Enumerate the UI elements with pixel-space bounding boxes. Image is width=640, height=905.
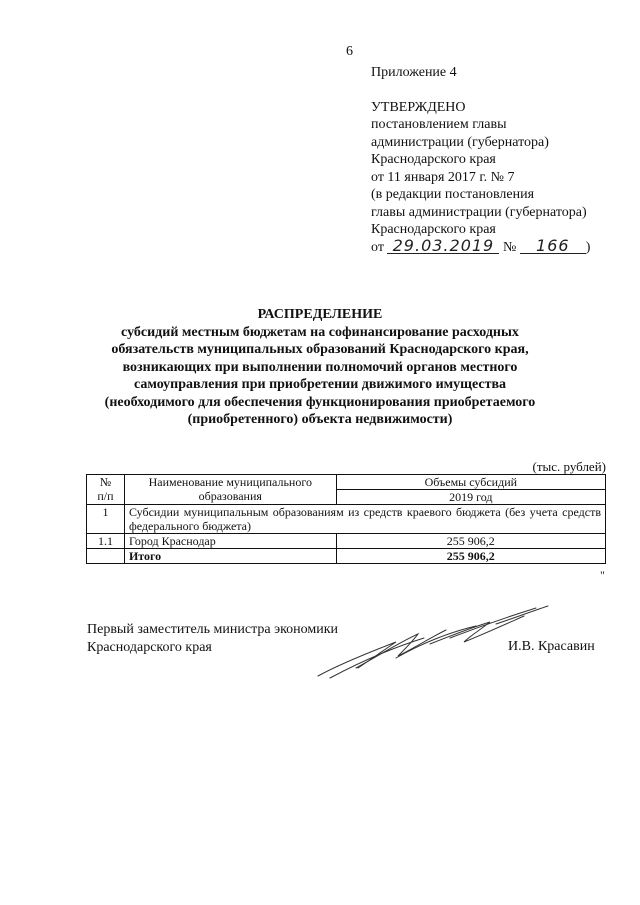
table-row (87, 534, 606, 549)
title-line: субсидий местным бюджетам на софинансирование расходных (121, 324, 519, 340)
title-line: возникающих при выполнении полномочий органов местного (122, 359, 518, 375)
header-volume: Объемы субсидий (336, 475, 605, 490)
row-num: 1.1 (87, 534, 125, 549)
approval-line: постановлением главы (371, 117, 507, 132)
row-name: Город Краснодар (124, 534, 336, 549)
page-number: 6 (346, 44, 353, 59)
approval-line: (в редакции постановления (371, 187, 535, 202)
approval-line: главы администрации (губернатора) (371, 204, 587, 220)
approved-stamp-text: УТВЕРЖДЕНО (371, 99, 466, 115)
header-num: № п/п (87, 475, 125, 505)
row-num (87, 549, 125, 564)
date-prefix: от (371, 239, 384, 255)
approval-line: от 11 января 2017 г. № 7 (371, 169, 515, 185)
closing-quote-mark: " (600, 568, 605, 582)
row-value: 255 906,2 (336, 534, 605, 549)
title-line: (приобретенного) объекта недвижимости) (187, 412, 453, 427)
number-sign: № (502, 239, 517, 255)
approval-line: администрации (губернатора) (371, 134, 549, 150)
table-row-total (87, 549, 606, 564)
title-line: (необходимого для обеспечения функционирования приобретаемого (104, 394, 536, 410)
approval-line: Краснодарского края (371, 222, 496, 237)
signer-name: И.В. Красавин (508, 639, 595, 654)
table-row (87, 505, 606, 534)
row-num: 1 (87, 505, 125, 534)
handwritten-number: 166 (520, 239, 586, 254)
units-label: (тыс. рублей) (532, 459, 606, 474)
title-line: самоуправления при приобретении движимого имущества (133, 377, 507, 392)
title-heading: РАСПРЕДЕЛЕНИЕ (257, 307, 383, 322)
approval-block (371, 64, 590, 256)
row-name: Субсидии муниципальным образованиям из средств краевого бюджета (без учета средств федерального бюджета) (124, 505, 605, 534)
revision-date-line (371, 235, 591, 257)
handwritten-date: 29.03.2019 (387, 239, 499, 254)
header-year: 2019 год (336, 490, 605, 505)
closing-parenthesis: ) (585, 239, 591, 255)
row-value: 255 906,2 (336, 549, 605, 564)
header-name: Наименование муниципального образования (124, 475, 336, 505)
appendix-label: Приложение 4 (371, 65, 457, 80)
approval-line: Краснодарского края (371, 152, 496, 167)
signer-position: Первый заместитель министра экономики Краснодарского края (87, 622, 339, 655)
title-line: обязательств муниципальных образований Краснодарского края, (111, 342, 529, 357)
subsidy-table (86, 474, 606, 564)
document-title (100, 306, 540, 429)
table-header-row (87, 475, 606, 490)
row-name: Итого (124, 549, 336, 564)
